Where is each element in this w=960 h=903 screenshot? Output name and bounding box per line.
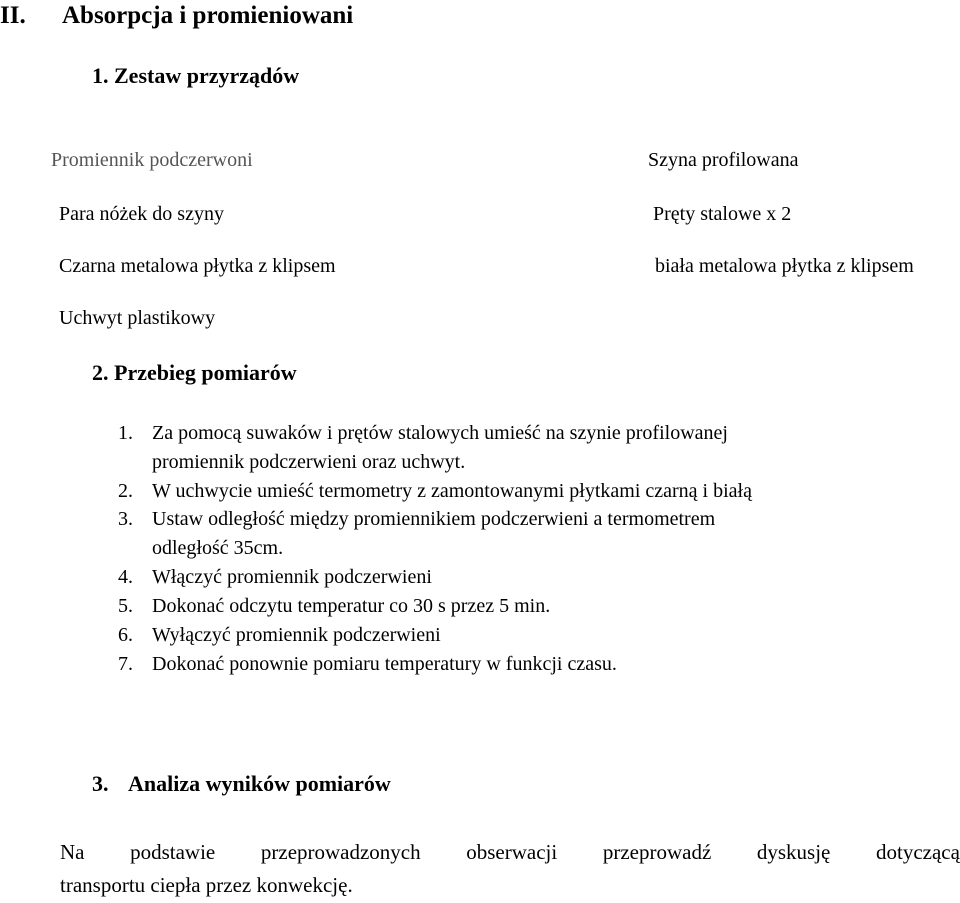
equipment-item: Uchwyt plastikowy <box>59 307 216 329</box>
paragraph-word: podstawie <box>130 840 216 864</box>
step-number: 1. <box>118 422 133 444</box>
paragraph-word: przeprowadzonych <box>260 840 421 864</box>
analysis-heading-number: 3. <box>92 771 109 796</box>
step-text: promiennik podczerwieni oraz uchwyt. <box>152 451 466 473</box>
paragraph-word: obserwacji <box>466 840 558 864</box>
paragraph-word: dotyczącą <box>875 840 960 864</box>
equipment-item: Para nóżek do szyny <box>59 203 224 225</box>
step-text: Ustaw odległość między promiennikiem podczerwieni a termometrem <box>152 508 716 530</box>
analysis-heading-text: Analiza wyników pomiarów <box>128 771 391 796</box>
step-number: 7. <box>118 653 133 675</box>
equipment-item: Czarna metalowa płytka z klipsem <box>59 255 336 277</box>
step-number: 6. <box>118 624 133 646</box>
analysis-paragraph-line: transportu ciepła przez konwekcję. <box>60 873 353 897</box>
step-text: W uchwycie umieść termometry z zamontowanymi płytkami czarną i białą <box>152 480 752 502</box>
step-text: Wyłączyć promiennik podczerwieni <box>152 624 441 646</box>
step-text: odległość 35cm. <box>152 537 284 559</box>
step-text: Dokonać ponownie pomiaru temperatury w funkcji czasu. <box>152 653 617 675</box>
equipment-item: Promiennik podczerwoni <box>51 149 253 171</box>
step-text: Za pomocą suwaków i prętów stalowych umieść na szynie profilowanej <box>152 422 728 444</box>
step-number: 2. <box>118 480 133 502</box>
step-number: 5. <box>118 595 133 617</box>
step-text: Włączyć promiennik podczerwieni <box>152 566 432 588</box>
equipment-item: biała metalowa płytka z klipsem <box>655 255 914 277</box>
section-title: Absorpcja i promieniowani <box>62 2 354 29</box>
analysis-paragraph-line <box>60 840 960 865</box>
procedure-heading: 2. Przebieg pomiarów <box>92 360 297 385</box>
paragraph-word: przeprowadź <box>602 840 712 864</box>
equipment-item: Pręty stalowe x 2 <box>653 203 792 225</box>
section-number: II. <box>0 2 26 29</box>
step-number: 3. <box>118 508 133 530</box>
paragraph-word: Na <box>60 840 85 864</box>
paragraph-word: dyskusję <box>756 840 831 864</box>
step-text: Dokonać odczytu temperatur co 30 s przez 5 min. <box>152 595 551 617</box>
step-number: 4. <box>118 566 133 588</box>
equipment-item: Szyna profilowana <box>648 149 799 171</box>
equipment-heading: 1. Zestaw przyrządów <box>92 63 300 88</box>
